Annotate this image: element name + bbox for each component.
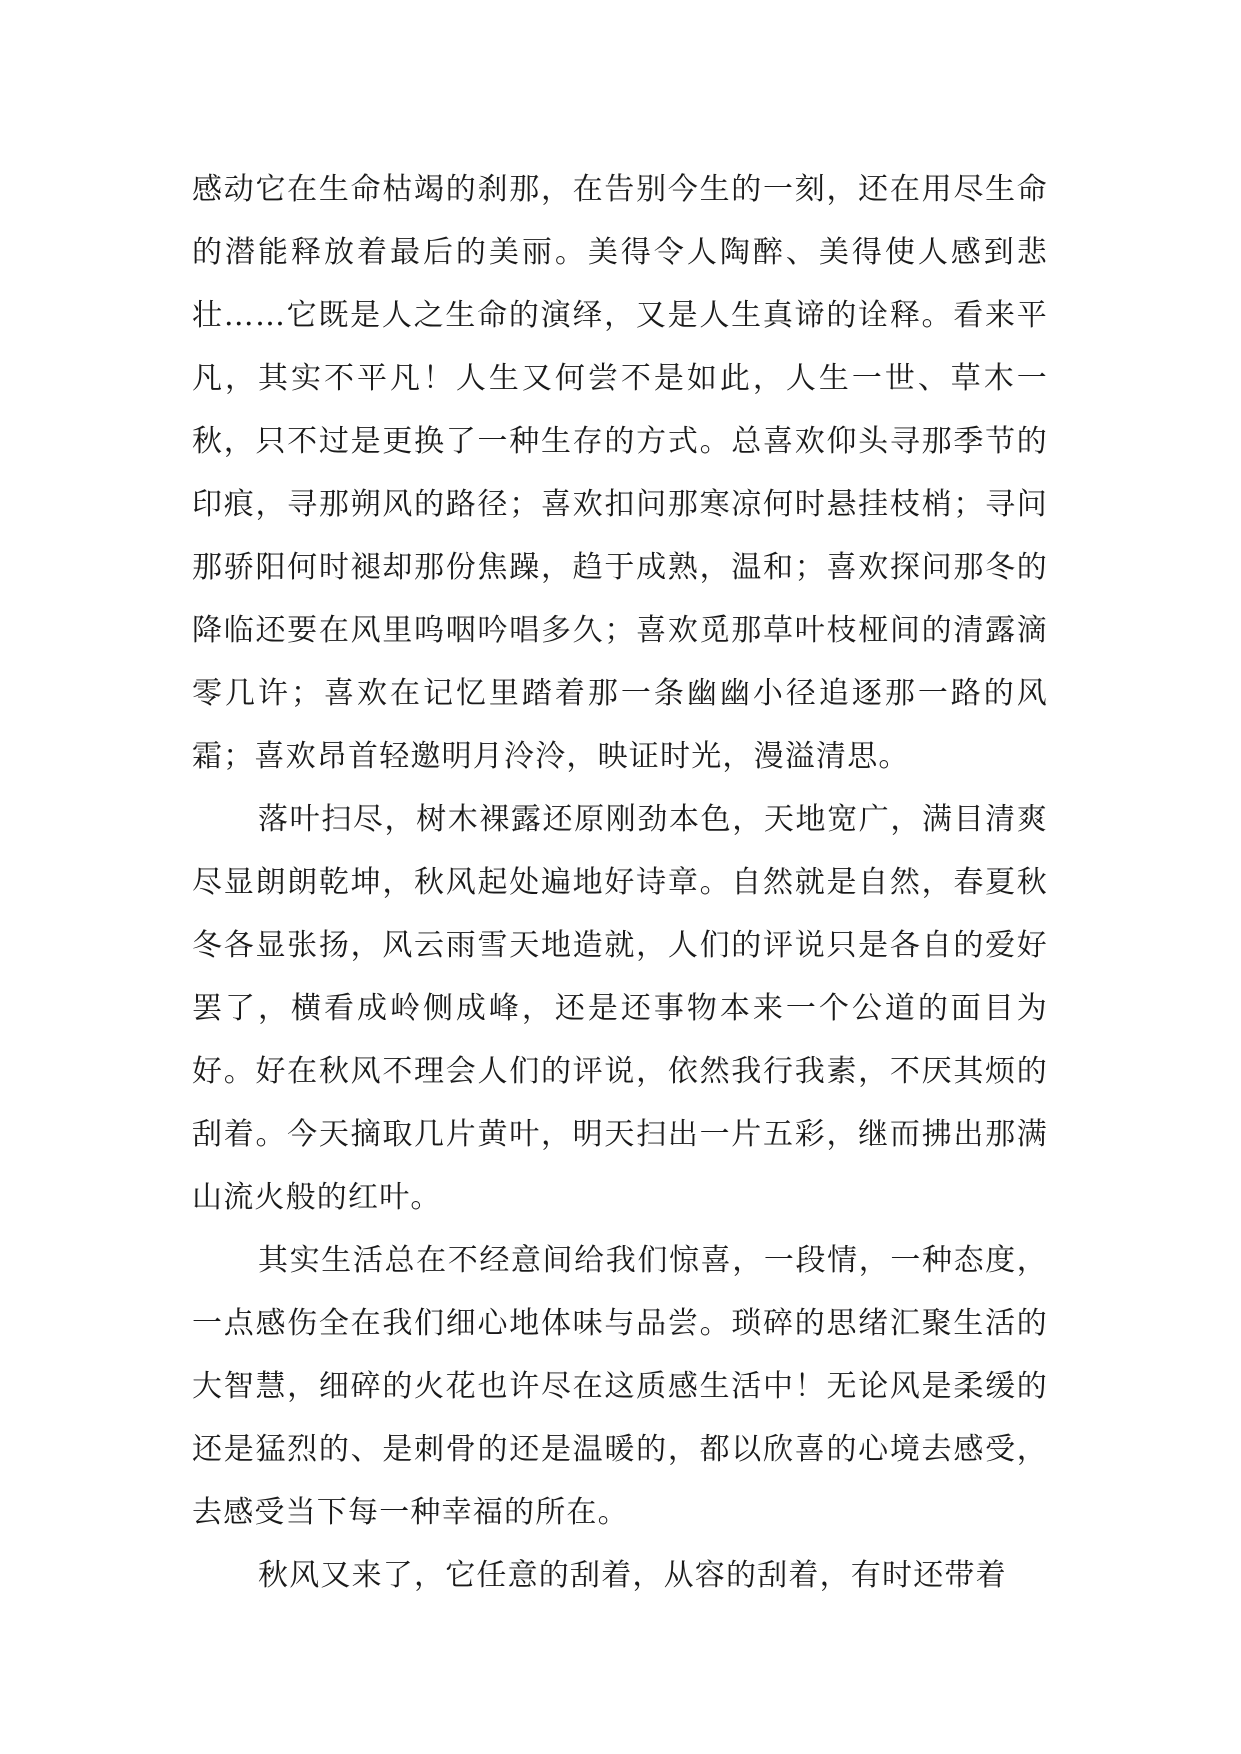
paragraph-4: 秋风又来了，它任意的刮着，从容的刮着，有时还带着 xyxy=(258,1558,1007,1593)
document-body xyxy=(192,158,1048,1607)
paragraph-1: 感动它在生命枯竭的刹那，在告别今生的一刻，还在用尽生命的潜能释放着最后的美丽。美得令人陶醉、美得使人感到悲壮……它既是人之生命的演绎，又是人生真谛的诠释。看来平凡，其实不平凡！人生又何尝不是如此，人生一世、草木一秋，只不过是更换了一种生存的方式。总喜欢仰头寻那季节的印痕，寻那朔风的路径；喜欢扣问那寒凉何时悬挂枝梢；寻问那骄阳何时褪却那份焦躁，趋于成熟，温和；喜欢探问那冬的降临还要在风里呜咽吟唱多久；喜欢觅那草叶枝桠间的清露滴零几许；喜欢在记忆里踏着那一条幽幽小径追逐那一路的风霜；喜欢昂首轻邀明月泠泠，映证时光，漫溢清思。 xyxy=(192,172,1048,774)
paragraph-3: 其实生活总在不经意间给我们惊喜，一段情，一种态度，一点感伤全在我们细心地体味与品尝。琐碎的思绪汇聚生活的大智慧，细碎的火花也许尽在这质感生活中！无论风是柔缓的还是猛烈的、是刺骨的还是温暖的，都以欣喜的心境去感受，去感受当下每一种幸福的所在。 xyxy=(192,1243,1048,1530)
paragraph-2: 落叶扫尽，树木裸露还原刚劲本色，天地宽广，满目清爽尽显朗朗乾坤，秋风起处遍地好诗章。自然就是自然，春夏秋冬各显张扬，风云雨雪天地造就，人们的评说只是各自的爱好罢了，横看成岭侧成峰，还是还事物本来一个公道的面目为好。好在秋风不理会人们的评说，依然我行我素，不厌其烦的刮着。今天摘取几片黄叶，明天扫出一片五彩，继而拂出那满山流火般的红叶。 xyxy=(192,802,1048,1215)
